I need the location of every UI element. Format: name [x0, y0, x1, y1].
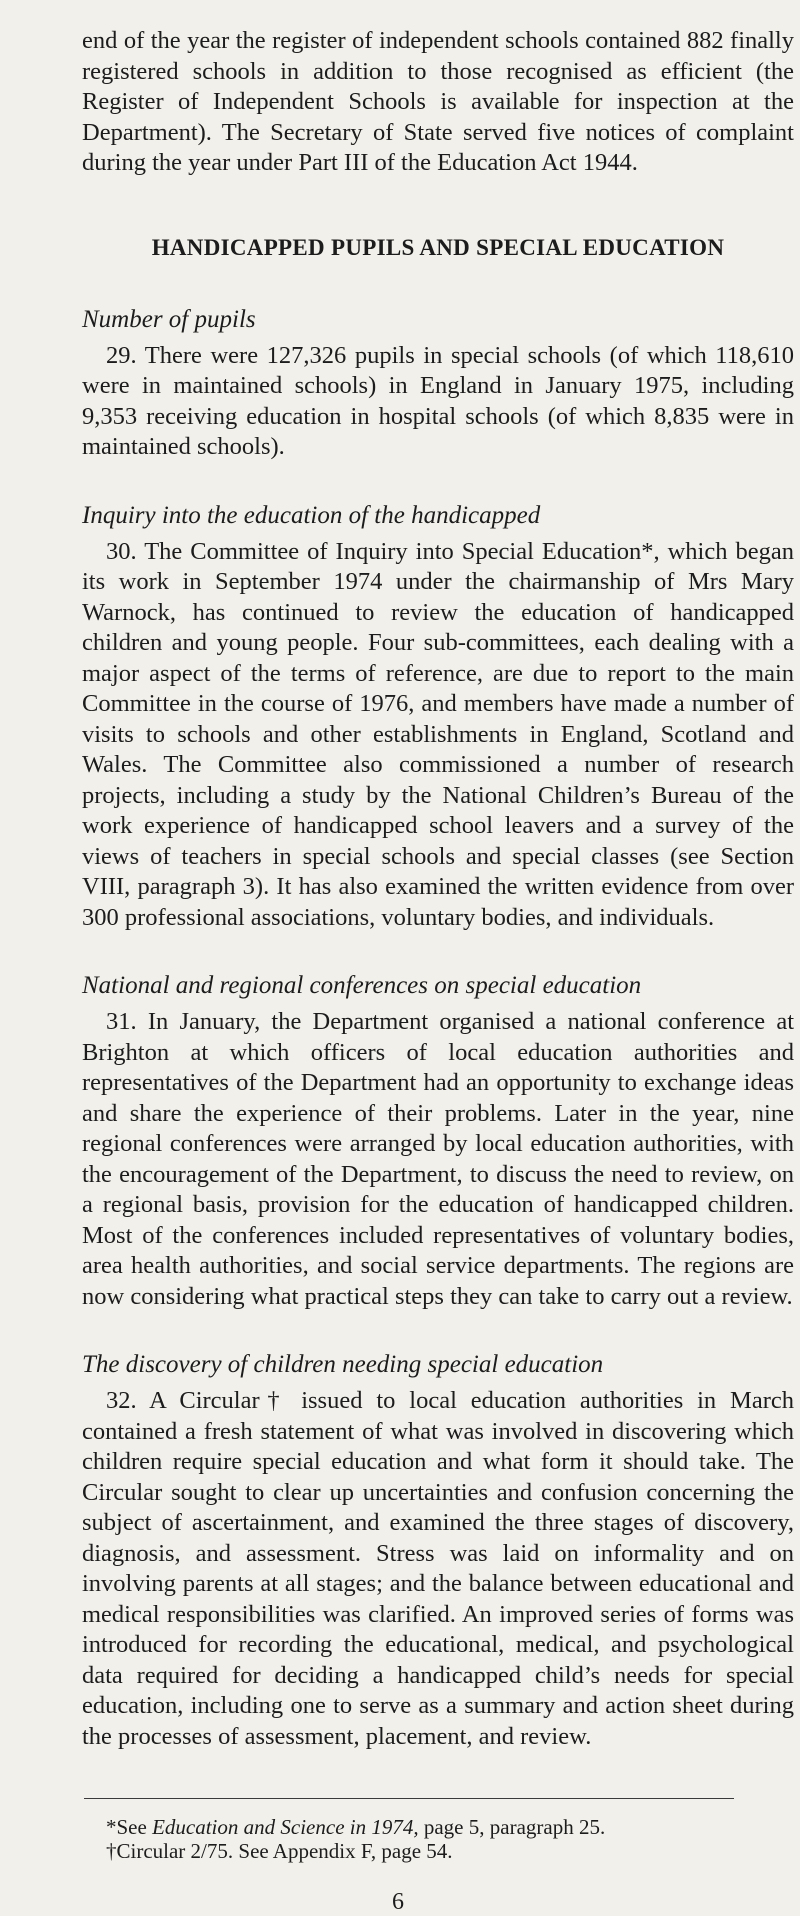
section-paragraph — [82, 537, 794, 934]
paragraph-text: In January, the Department organised a national conference at Brighton at which officers of local education authorities and representatives of the Department had an opportunity to exchange ideas and share the experience of their problems. Later in the year, nine regional conferences were arranged by local education authorities, with the encouragement of the Department, to discuss the need to review, on a regional basis, provision for the education of handicapped children. Most of the conferences included representatives of voluntary bodies, area health authorities, and social service departments. The regions are now considering what practical steps they can take to carry out a review. — [82, 1008, 794, 1310]
section-paragraph — [82, 341, 794, 463]
section-discovery — [82, 1350, 794, 1752]
paragraph-text: The Committee of Inquiry into Special Education*, which began its work in September 1974 under the chairmanship of Mrs Mary Warnock, has continued to review the education of handicapped children and young people. Four sub-committees, each dealing with a major aspect of the terms of reference, are due to report to the main Committee in the course of 1976, and members have made a number of visits to schools and other establishments in England, Scotland and Wales. The Committee also commissioned a number of research projects, including a study by the National Children’s Bureau of the work experience of handicapped school leavers and a survey of the views of teachers in special schools and special classes (see Section VIII, paragraph 3). It has also examined the written evidence from over 300 professional associations, voluntary bodies, and individuals. — [82, 537, 794, 931]
footnote-divider — [84, 1798, 734, 1799]
paragraph-number: 32. — [106, 1387, 137, 1414]
paragraph-number: 30. — [106, 537, 137, 565]
intro-paragraph: end of the year the register of independent schools contained 882 finally registered schools in addition to those recognised as efficient (the Register of Independent Schools is available for inspection at the Department). The Secretary of State served five notices of complaint during the year under Part III of the Education Act 1944. — [82, 27, 794, 176]
paragraph-text: There were 127,326 pupils in special schools (of which 118,610 were in maintained schools) in England in January 1975, including 9,353 receiving education in hospital schools (of which 8,835 were in maintained schools). — [82, 341, 794, 460]
footnote-1-title: Education and Science in 1974, — [152, 1815, 419, 1839]
section-inquiry — [82, 501, 794, 934]
paragraph-number: 31. — [106, 1008, 137, 1035]
section-number-of-pupils — [82, 305, 794, 463]
paragraph-number: 29. — [106, 341, 137, 369]
page-number: 6 — [392, 1889, 404, 1915]
section-heading: Number of pupils — [82, 305, 256, 333]
footnote-1-mark: *See — [106, 1815, 147, 1839]
section-paragraph — [82, 1386, 794, 1752]
section-paragraph — [82, 1007, 794, 1312]
main-heading: HANDICAPPED PUPILS AND SPECIAL EDUCATION — [151, 234, 725, 260]
section-heading: Inquiry into the education of the handicapped — [82, 501, 541, 529]
footnote-1 — [106, 1815, 794, 1839]
footnote-2: †Circular 2/75. See Appendix F, page 54. — [106, 1839, 453, 1863]
section-conferences — [82, 971, 794, 1312]
paragraph-text: A Circular† issued to local education authorities in March contained a fresh statement of what was involved in discovering which children require special education and what form it should take. The Circular sought to clear up uncertainties and confusion concerning the subject of ascertainment, and examined the three stages of discovery, diagnosis, and assessment. Stress was laid on informality and on involving parents at all stages; and the balance between educational and medical responsibilities was clarified. An improved series of forms was introduced for recording the educational, medical, and psychological data required for deciding a handicapped child’s needs for special education, including one to serve as a summary and action sheet during the processes of assessment, placement, and review. — [82, 1387, 794, 1750]
footnote-1-rest: page 5, paragraph 25. — [423, 1815, 606, 1839]
section-heading: The discovery of children needing special education — [82, 1351, 604, 1378]
section-heading: National and regional conferences on special education — [82, 972, 642, 999]
